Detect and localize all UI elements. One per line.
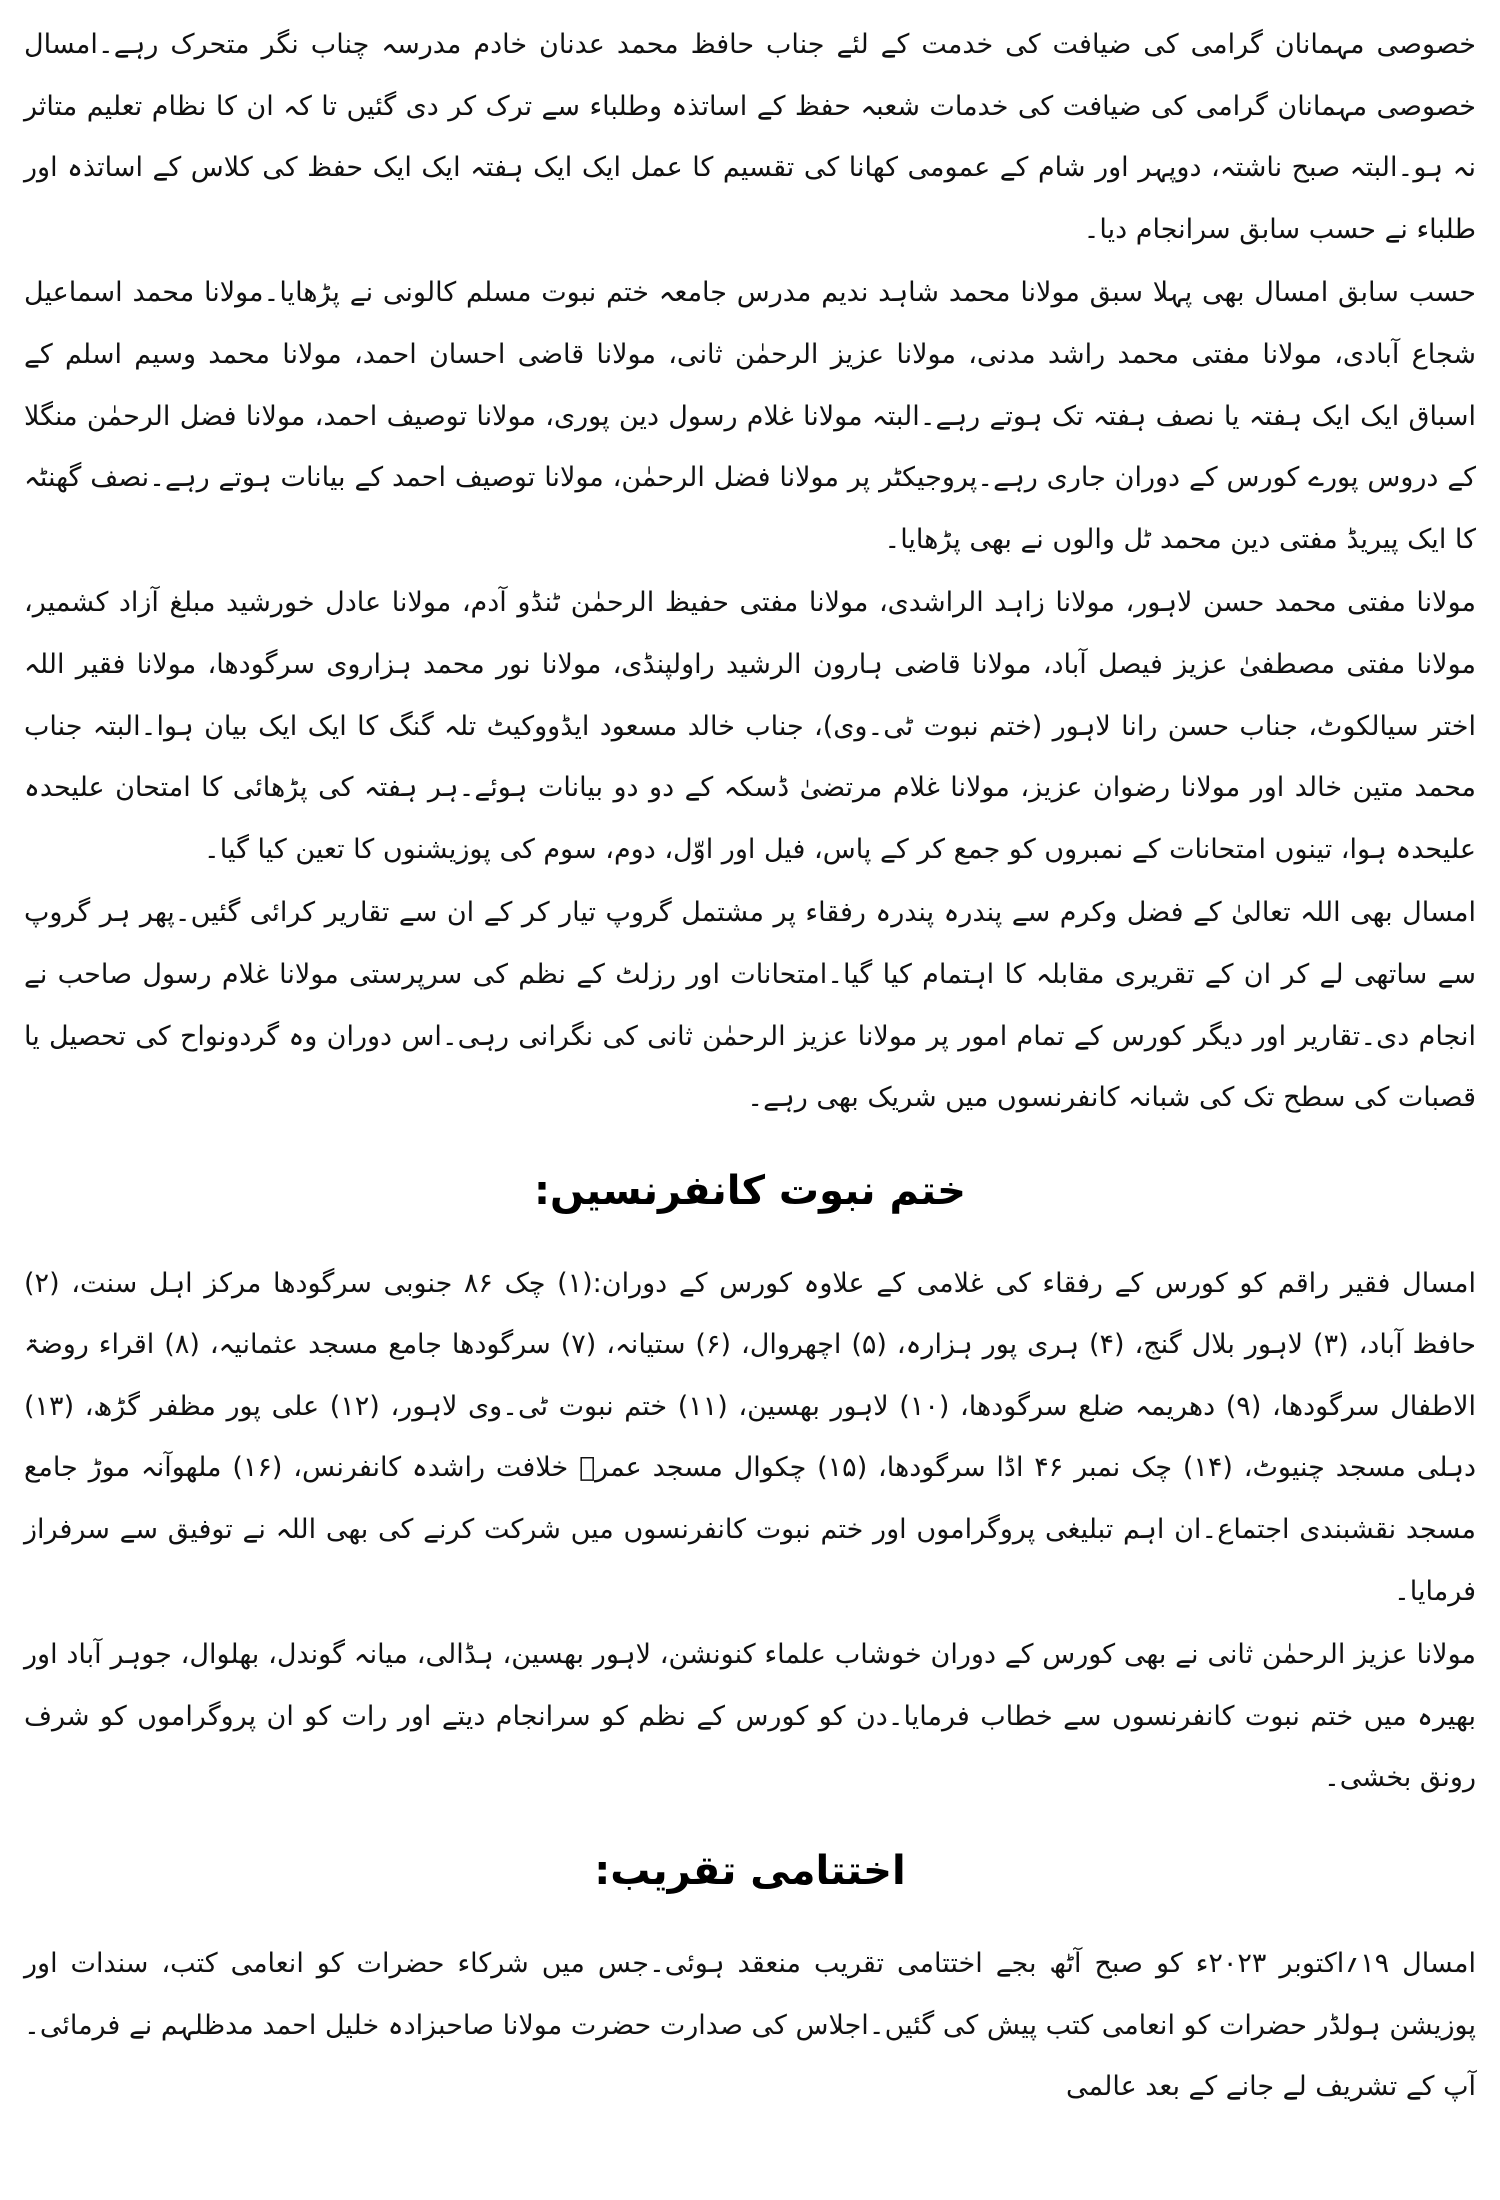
paragraph-hospitality: خصوصی مہمانان گرامی کی ضیافت کی خدمت کے لئے جناب حافظ محمد عدنان خادم مدرسہ چناب نگر متحرک رہے۔امسال خصوصی مہمانان گرامی کی ضیافت کی خدمات شعبہ حفظ کے اساتذہ وطلباء سے ترک کر دی گئیں تا کہ ان کا نظام تعلیم متاثر نہ ہو۔البتہ صبح ناشتہ، دوپہر اور شام کے عمومی کھانا کی تقسیم کا عمل ایک ایک ہفتہ ایک ایک حفظ کی کلاس کے اساتذہ اور طلباء نے حسب سابق سرانجام دیا۔ [24, 29, 1476, 245]
paragraph-speakers: مولانا مفتی محمد حسن لاہور، مولانا زاہد الراشدی، مولانا مفتی حفیظ الرحمٰن ٹنڈو آدم، مولانا عادل خورشید مبلغ آزاد کشمیر، مولانا مفتی مصطفیٰ عزیز فیصل آباد، مولانا قاضی ہارون الرشید راولپنڈی، مولانا نور محمد ہزاروی سرگودھا، مولانا فقیر اللہ اختر سیالکوٹ، جناب حسن رانا لاہور (ختم نبوت ٹی۔وی)، جناب خالد مسعود ایڈووکیٹ تلہ گنگ کا ایک ایک بیان ہوا۔البتہ جناب محمد متین خالد اور مولانا رضوان عزیز، مولانا غلام مرتضیٰ ڈسکہ کے دو دو بیانات ہوئے۔ہر ہفتہ کی پڑھائی کا امتحان علیحدہ علیحدہ ہوا، تینوں امتحانات کے نمبروں کو جمع کر کے پاس، فیل اور اوّل، دوم، سوم کی پوزیشنوں کا تعین کیا گیا۔ [24, 587, 1476, 865]
paragraph-conference-addresses: مولانا عزیز الرحمٰن ثانی نے بھی کورس کے دوران خوشاب علماء کنونشن، لاہور بھسین، ہڈالی، میانہ گوندل، بھلوال، جوہر آباد اور بھیرہ میں ختم نبوت کانفرنسوں سے خطاب فرمایا۔دن کو کورس کے نظم کو سرانجام دیتے اور رات کو ان پروگراموں کو شرف رونق بخشی۔ [24, 1639, 1476, 1794]
paragraph-closing-ceremony: امسال ۱۹؍اکتوبر ۲۰۲۳ء کو صبح آٹھ بجے اختتامی تقریب منعقد ہوئی۔جس میں شرکاء حضرات کو انعامی کتب، سندات اور پوزیشن ہولڈر حضرات کو انعامی کتب پیش کی گئیں۔اجلاس کی صدارت حضرت مولانا صاحبزادہ خلیل احمد مدظلہم نے فرمائی۔آپ کے تشریف لے جانے کے بعد عالمی [24, 1948, 1476, 2103]
document-page [24, 14, 1476, 2190]
section-heading-closing-ceremony: اختتامی تقریب: [594, 1848, 906, 1895]
section-heading-conferences: ختم نبوت کانفرنسیں: [533, 1167, 966, 1214]
paragraph-conference-list: امسال فقیر راقم کو کورس کے رفقاء کی غلامی کے علاوہ کورس کے دوران:(۱) چک ۸۶ جنوبی سرگودھا مرکز اہل سنت، (۲) حافظ آباد، (۳) لاہور بلال گنج، (۴) ہری پور ہزارہ، (۵) اچھروال، (۶) ستیانہ، (۷) سرگودھا جامع مسجد عثمانیہ، (۸) اقراء روضۃ الاطفال سرگودھا، (۹) دھریمہ ضلع سرگودھا، (۱۰) لاہور بھسین، (۱۱) ختم نبوت ٹی۔وی لاہور، (۱۲) علی پور مظفر گڑھ، (۱۳) دہلی مسجد چنیوٹ، (۱۴) چک نمبر ۴۶ اڈا سرگودھا، (۱۵) چکوال مسجد عمرؓ خلافت راشدہ کانفرنس، (۱۶) ملھوآنہ موڑ جامع مسجد نقشبندی اجتماع۔ان اہم تبلیغی پروگراموں اور ختم نبوت کانفرنسوں میں شرکت کرنے کی بھی اللہ نے توفیق سے سرفراز فرمایا۔ [24, 1267, 1477, 1607]
paragraph-lessons: حسب سابق امسال بھی پہلا سبق مولانا محمد شاہد ندیم مدرس جامعہ ختم نبوت مسلم کالونی نے پڑھایا۔مولانا محمد اسماعیل شجاع آبادی، مولانا مفتی محمد راشد مدنی، مولانا عزیز الرحمٰن ثانی، مولانا قاضی احسان احمد، مولانا محمد وسیم اسلم کے اسباق ایک ایک ہفتہ یا نصف ہفتہ تک ہوتے رہے۔البتہ مولانا غلام رسول دین پوری، مولانا توصیف احمد، مولانا فضل الرحمٰن منگلا کے دروس پورے کورس کے دوران جاری رہے۔پروجیکٹر پر مولانا فضل الرحمٰن، مولانا توصیف احمد کے بیانات ہوتے رہے۔نصف گھنٹہ کا ایک پیریڈ مفتی دین محمد ٹل والوں نے بھی پڑھایا۔ [24, 277, 1476, 555]
paragraph-speech-groups: امسال بھی اللہ تعالیٰ کے فضل وکرم سے پندرہ پندرہ رفقاء پر مشتمل گروپ تیار کر کے ان سے تقاریر کرائی گئیں۔پھر ہر گروپ سے ساتھی لے کر ان کے تقریری مقابلہ کا اہتمام کیا گیا۔امتحانات اور رزلٹ کے نظم کی سرپرستی مولانا غلام رسول صاحب نے انجام دی۔تقاریر اور دیگر کورس کے تمام امور پر مولانا عزیز الرحمٰن ثانی کی نگرانی رہی۔اس دوران وہ گردونواح کی تحصیل یا قصبات کی سطح تک کی شبانہ کانفرنسوں میں شریک بھی رہے۔ [24, 897, 1476, 1114]
